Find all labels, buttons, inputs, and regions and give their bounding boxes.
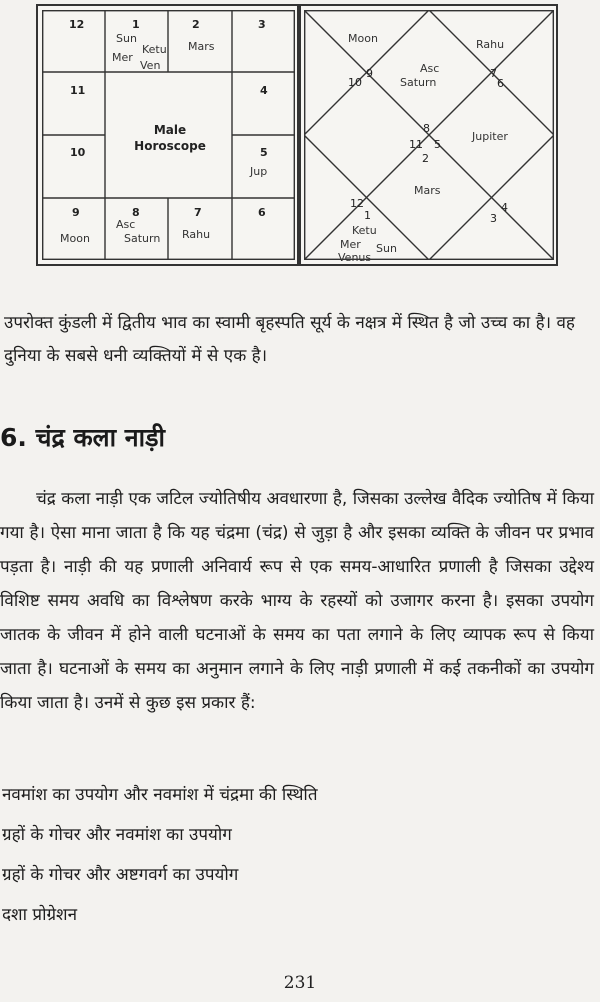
list-item: दशा प्रोग्रेशन [2, 905, 78, 925]
planet-ven: Ven [140, 59, 161, 72]
house-number-3: 3 [258, 18, 266, 31]
house-number-2: 2 [192, 18, 200, 31]
paragraph-chart-note: उपरोक्त कुंडली में द्वितीय भाव का स्वामी बृहस्पति सूर्य के नक्षत्र में स्थित है जो उच्च का है। वह दुनिया के सबसे धनी व्यक्तियों में से एक है। [4, 313, 575, 366]
planet-moon-north: Moon [348, 32, 378, 45]
house-num-12: 12 [350, 197, 364, 210]
list-item: ग्रहों के गोचर और नवमांश का उपयोग [2, 825, 232, 845]
planet-rahu-north: Rahu [476, 38, 505, 51]
house-num-11: 11 [409, 138, 423, 151]
list-item: ग्रहों के गोचर और अष्टगवर्ग का उपयोग [2, 865, 239, 885]
horoscope-charts-frame [36, 4, 558, 266]
house-number-7: 7 [194, 206, 202, 219]
south-indian-chart [42, 10, 295, 260]
north-chart-grid [304, 10, 554, 260]
planet-saturn-north: Saturn [400, 76, 437, 89]
house-num-5: 5 [434, 138, 441, 151]
house-num-4: 4 [501, 201, 508, 214]
planet-mer-north: Mer [340, 238, 361, 251]
house-number-9: 9 [72, 206, 80, 219]
section-heading: 6. चंद्र कला नाड़ी [0, 423, 165, 452]
planet-sun-north: Sun [376, 242, 397, 255]
planet-saturn: Saturn [124, 232, 161, 245]
planet-mars: Mars [188, 40, 215, 53]
list-item: नवमांश का उपयोग और नवमांश में चंद्रमा की स्थिति [2, 785, 318, 805]
house-number-1: 1 [132, 18, 140, 31]
chart-divider [297, 6, 301, 264]
house-num-6: 6 [497, 77, 504, 90]
planet-rahu: Rahu [182, 228, 211, 241]
house-number-8: 8 [132, 206, 140, 219]
house-num-9: 9 [366, 67, 373, 80]
house-number-10: 10 [70, 146, 86, 159]
planet-mer: Mer [112, 51, 133, 64]
house-num-1: 1 [364, 209, 371, 222]
chart-title-line2: Horoscope [134, 139, 206, 153]
north-indian-chart [304, 10, 554, 264]
planet-asc-north: Asc [420, 62, 440, 75]
house-num-3: 3 [490, 212, 497, 225]
planet-moon: Moon [60, 232, 90, 245]
house-num-2: 2 [422, 152, 429, 165]
house-number-4: 4 [260, 84, 268, 97]
planet-jup: Jup [250, 165, 268, 178]
planet-sun: Sun [116, 32, 137, 45]
planet-asc: Asc [116, 218, 136, 231]
planet-ketu-north: Ketu [352, 224, 377, 237]
page-number: 231 [283, 973, 317, 993]
planet-ketu: Ketu [142, 43, 167, 56]
house-num-8: 8 [423, 122, 430, 135]
house-num-7: 7 [490, 67, 497, 80]
chart-title-line1: Male [153, 123, 187, 137]
house-number-12: 12 [69, 18, 85, 31]
planet-jupiter-north: Jupiter [472, 130, 508, 143]
house-number-5: 5 [260, 146, 268, 159]
paragraph-chandra-kala-nadi: चंद्र कला नाड़ी एक जटिल ज्योतिषीय अवधारणा है, जिसका उल्लेख वैदिक ज्योतिष में किया गया है। ऐसा माना जाता है कि यह चंद्रमा (चंद्र) से जुड़ा है और इसका व्यक्ति के जीवन पर प्रभाव पड़ता है। नाड़ी की यह प्रणाली अनिवार्य रूप से एक समय-आधारित प्रणाली है जिसका उद्देश्य विशिष्ट समय अवधि का विश्लेषण करके भाग्य के रहस्यों को उजागर करना है। इसका उपयोग जातक के जीवन में होने वाली घटनाओं के समय का पता लगाने के लिए व्यापक रूप से किया जाता है। घटनाओं के समय का अनुमान लगाने के लिए नाड़ी प्रणाली में कई तकनीकों का उपयोग किया जाता है। उनमें से कुछ इस प्रकार हैं: [0, 489, 594, 713]
planet-venus-north: Venus [338, 251, 372, 264]
house-num-10: 10 [348, 76, 362, 89]
house-number-11: 11 [70, 84, 86, 97]
house-number-6: 6 [258, 206, 266, 219]
planet-mars-north: Mars [414, 184, 441, 197]
